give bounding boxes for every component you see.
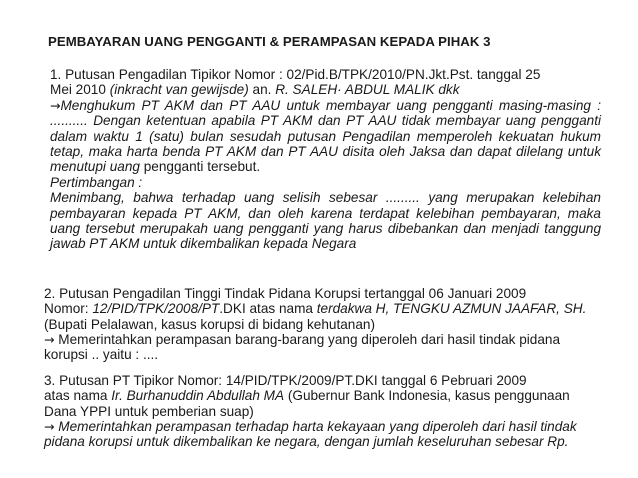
item1-line1: 1. Putusan Pengadilan Tipikor Nomor : 02/Pid.B/TPK/2010/PN.Jkt.Pst. tanggal 25 xyxy=(50,67,541,82)
item2-nomor-label: Nomor: xyxy=(44,301,93,317)
item1-ruling-text: Menghukum PT AKM dan PT AAU untuk membayar uang pengganti masing-masing : .......... Dengan ketentuan apabila PT AKM dan PT AAU tidak membayar uang pengganti dalam waktu 1 (satu) bulan sesudah putusan Pengadilan memperoleh kekuatan hukum tetap, maka harta benda PT AKM dan PT AAU disita oleh Jaksa dan dapat dilelang untuk menutupi uang xyxy=(50,97,601,175)
item1-date: Mei 2010 xyxy=(50,82,110,98)
item1-ruling xyxy=(50,98,601,175)
item2-defendant-note: (Bupati Pelalawan, kasus korupsi di bidang kehutanan) xyxy=(44,316,375,332)
item1-defendants: R. SALEH· ABDUL MALIK dkk xyxy=(275,82,460,98)
ruling-item-3 xyxy=(44,373,599,449)
item3-ruling-text: Memerintahkan perampasan terhadap harta kekayaan yang diperoleh dari hasil tindak pidana korupsi untuk dikembalikan ke negara, dengan jumlah keseluruhan sebesar Rp. xyxy=(44,418,577,450)
item2-ruling-text: Memerintahkan perampasan barang-barang yang diperoleh dari hasil tindak pidana korupsi .. yaitu : .... xyxy=(44,331,561,363)
item2-line1: 2. Putusan Pengadilan Tinggi Tindak Pidana Korupsi tertanggal 06 Januari 2009 xyxy=(44,286,527,301)
item1-inkracht: (inkracht van gewijsde) xyxy=(109,82,249,98)
item1-subheading xyxy=(50,82,601,97)
item3-line1: 3. Putusan PT Tipikor Nomor: 14/PID/TPK/2009/PT.DKI tanggal 6 Pebruari 2009 xyxy=(44,373,527,388)
ruling-item-1 xyxy=(50,67,601,252)
item3-atas-nama: atas nama xyxy=(44,388,112,404)
item2-nomor: 12/PID/TPK/2008/PT xyxy=(92,301,220,317)
item3-defendant-note: (Gubernur Bank Indonesia, kasus penggunaan Dana YPPI untuk pemberian suap) xyxy=(44,388,570,419)
item1-an: an. xyxy=(248,82,276,98)
item1-consideration-label: Pertimbangan : xyxy=(50,174,143,190)
arrow-icon: → xyxy=(44,331,55,347)
item2-ruling xyxy=(44,332,599,363)
item1-ruling-end: pengganti tersebut. xyxy=(139,159,261,175)
arrow-icon: → xyxy=(50,97,61,113)
slide-title: PEMBAYARAN UANG PENGGANTI & PERAMPASAN KEPADA PIHAK 3 xyxy=(48,34,491,49)
item3-defendant: Ir. Burhanuddin Abdullah MA xyxy=(111,388,285,404)
ruling-item-2 xyxy=(44,286,599,362)
item2-heading xyxy=(44,286,599,332)
arrow-icon: → xyxy=(44,418,55,434)
item2-defendant: terdakwa H, TENGKU AZMUN JAAFAR, SH. xyxy=(316,301,587,317)
item3-ruling xyxy=(44,419,599,450)
item2-nomor-suffix: .DKI atas nama xyxy=(219,301,317,317)
item3-heading xyxy=(44,373,599,419)
item1-consideration-text: Menimbang, bahwa terhadap uang selisih sebesar ......... yang merupakan kelebihan pembayaran kepada PT AKM, dan oleh karena terdapat kelebihan pembayaran, maka uang tersebut merupakah uang pengganti yang harus dibebankan dan menjadi tanggung jawab PT AKM untuk dikembalikan kepada Negara xyxy=(50,190,601,252)
item1-heading xyxy=(50,67,601,82)
